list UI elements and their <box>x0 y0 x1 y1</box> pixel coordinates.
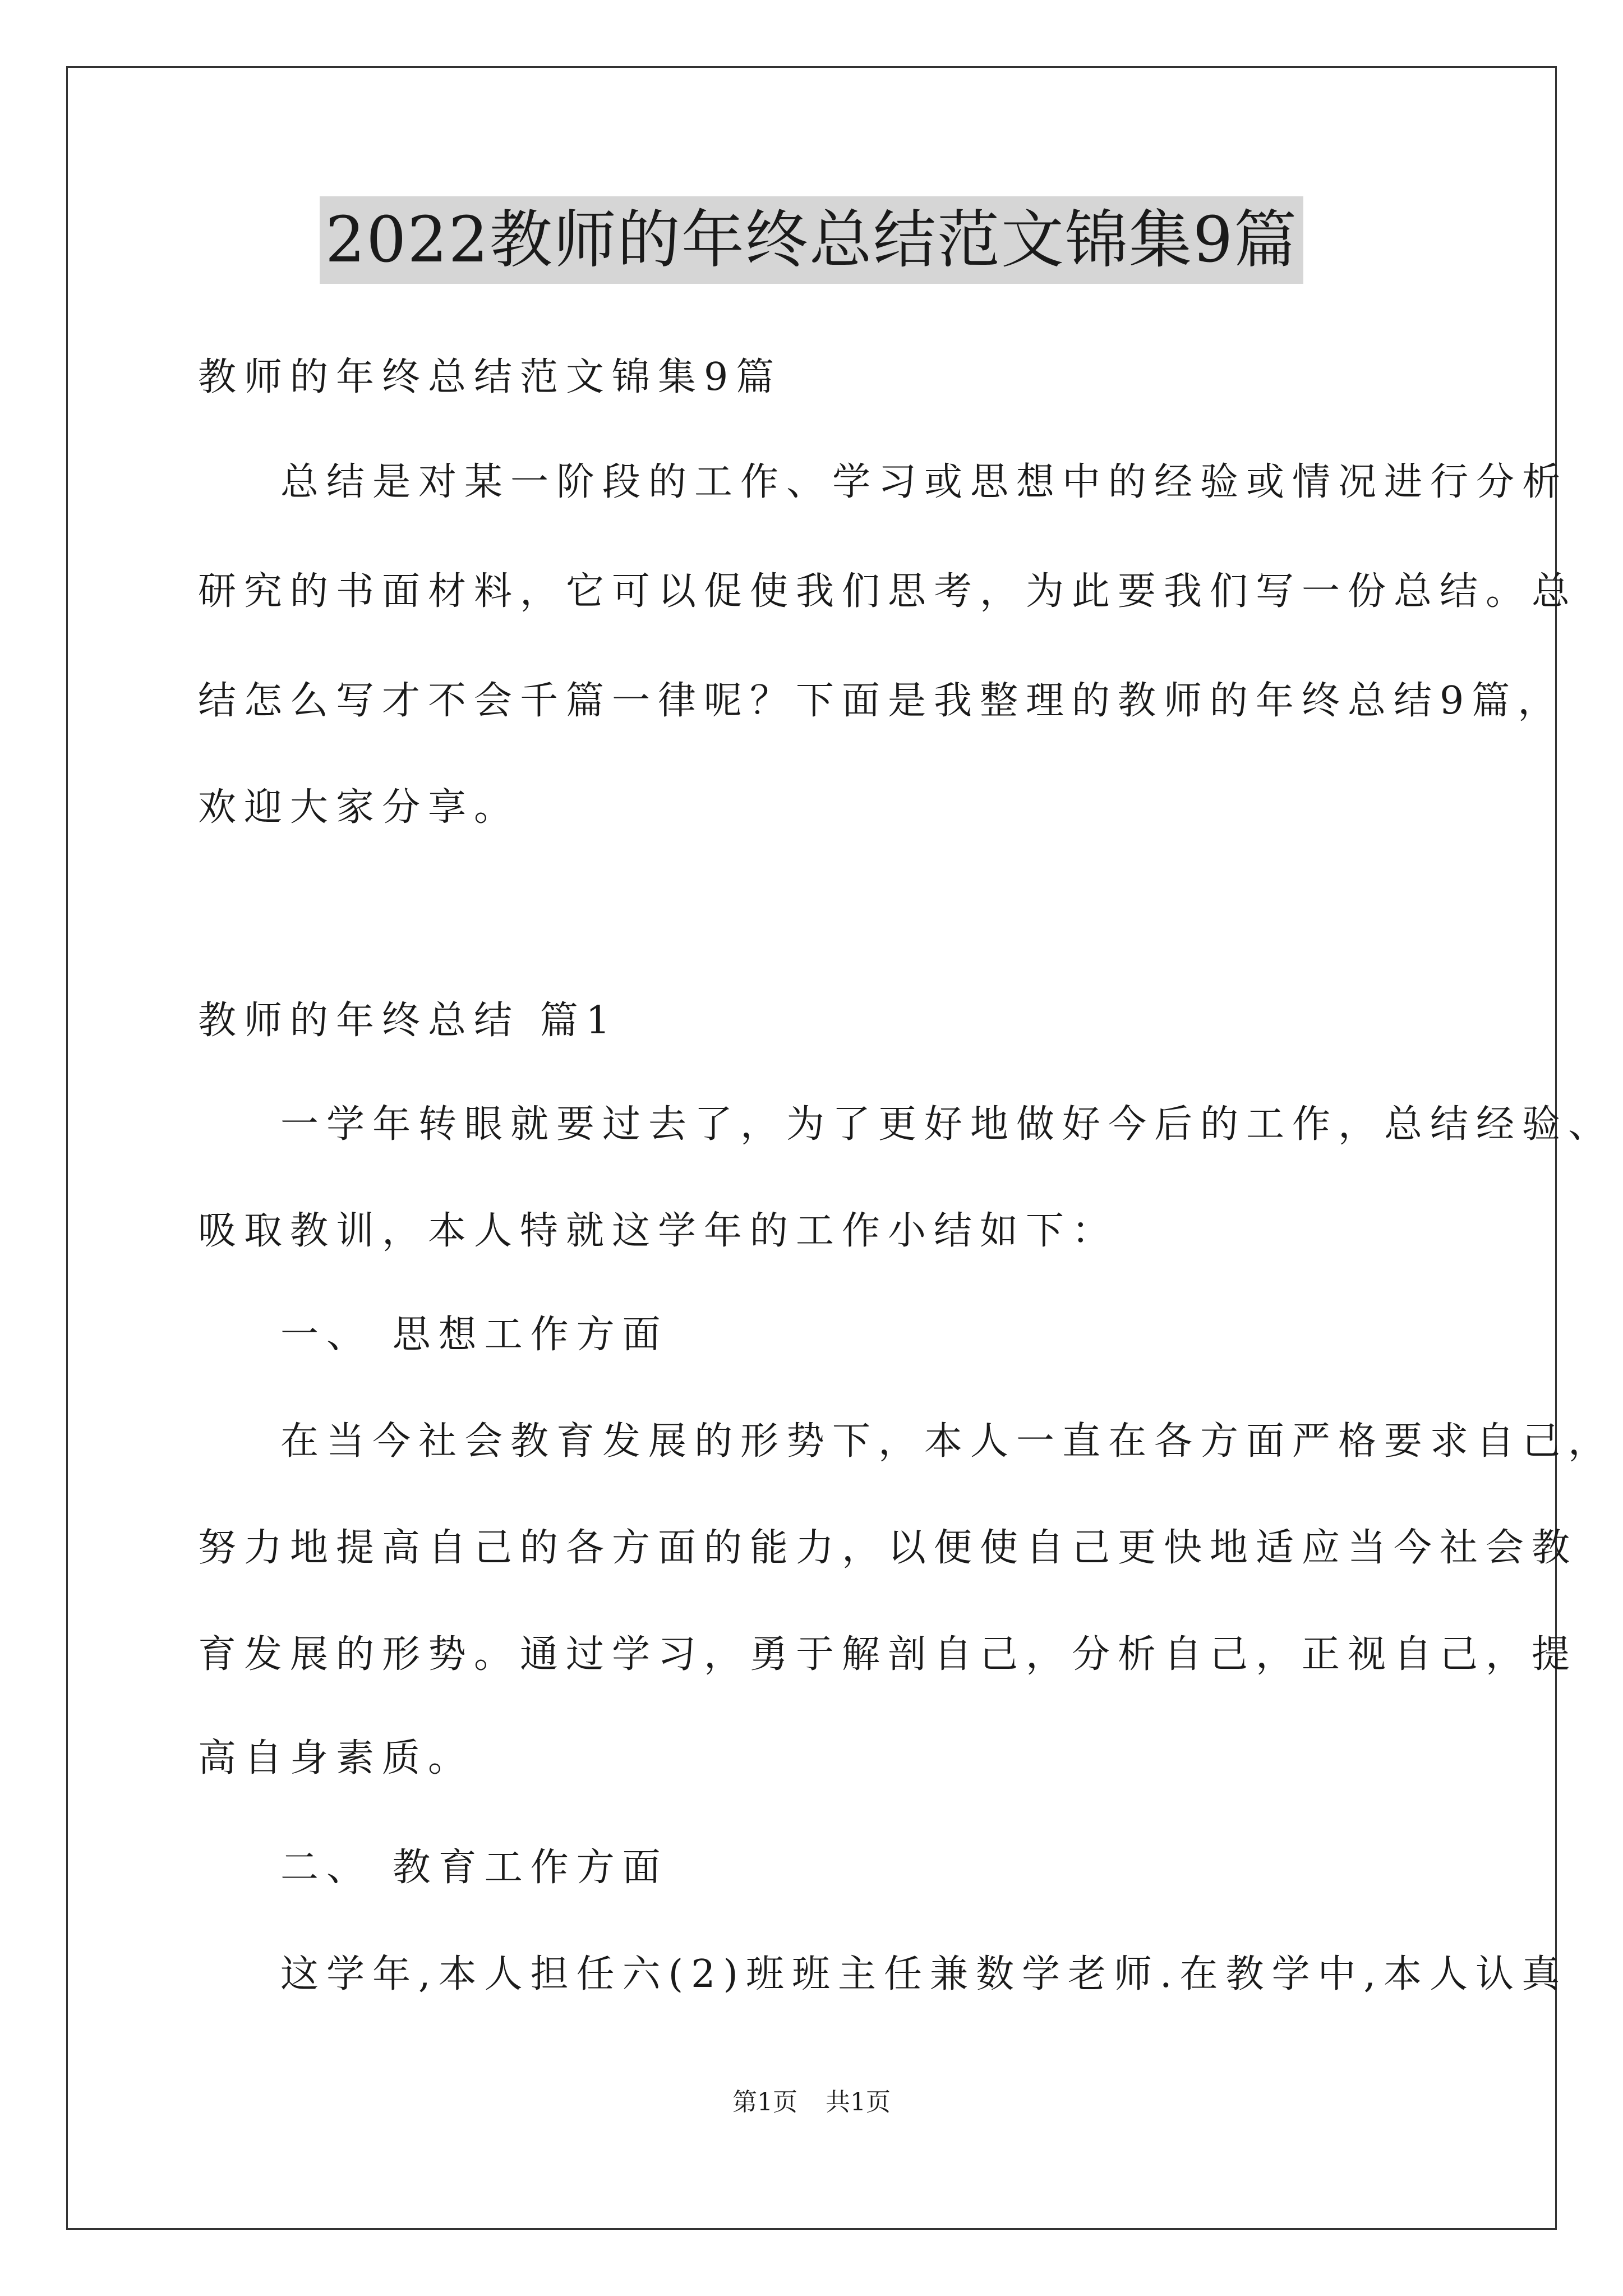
heading-education-work: 二、 教育工作方面 <box>280 1846 668 1890</box>
intro-line-3: 结怎么写才不会千篇一律呢？下面是我整理的教师的年终总结9篇， <box>198 679 1564 723</box>
paragraph-1-line-1: 在当今社会教育发展的形势下，本人一直在各方面严格要求自己， <box>280 1419 1615 1464</box>
paragraph-1-line-2: 努力地提高自己的各方面的能力，以便使自己更快地适应当今社会教 <box>198 1526 1578 1570</box>
document-title-container <box>0 196 1623 284</box>
heading-thought-work: 一、 思想工作方面 <box>280 1313 668 1357</box>
opening-line-1: 一学年转眼就要过去了，为了更好地做好今后的工作，总结经验、 <box>280 1102 1615 1147</box>
paragraph-1-line-4: 高自身素质。 <box>198 1736 474 1780</box>
document-title: 2022教师的年终总结范文锦集9篇 <box>320 196 1303 284</box>
opening-line-2: 吸取教训，本人特就这学年的工作小结如下： <box>198 1209 1118 1253</box>
paragraph-2-line-1: 这学年,本人担任六(2)班班主任兼数学老师.在教学中,本人认真 <box>280 1952 1568 1996</box>
intro-line-1: 总结是对某一阶段的工作、学习或思想中的经验或情况进行分析 <box>280 460 1569 504</box>
page-footer <box>0 2086 1623 2119</box>
document-subtitle: 教师的年终总结范文锦集9篇 <box>198 355 782 399</box>
paragraph-1-line-3: 育发展的形势。通过学习，勇于解剖自己，分析自己，正视自己，提 <box>198 1632 1578 1677</box>
section-title: 教师的年终总结 篇1 <box>198 999 618 1043</box>
page-number-total: 共1页 <box>826 2088 891 2116</box>
intro-line-4: 欢迎大家分享。 <box>198 785 520 830</box>
page-number-current: 第1页 <box>732 2088 797 2116</box>
intro-line-2: 研究的书面材料，它可以促使我们思考，为此要我们写一份总结。总 <box>198 569 1578 614</box>
